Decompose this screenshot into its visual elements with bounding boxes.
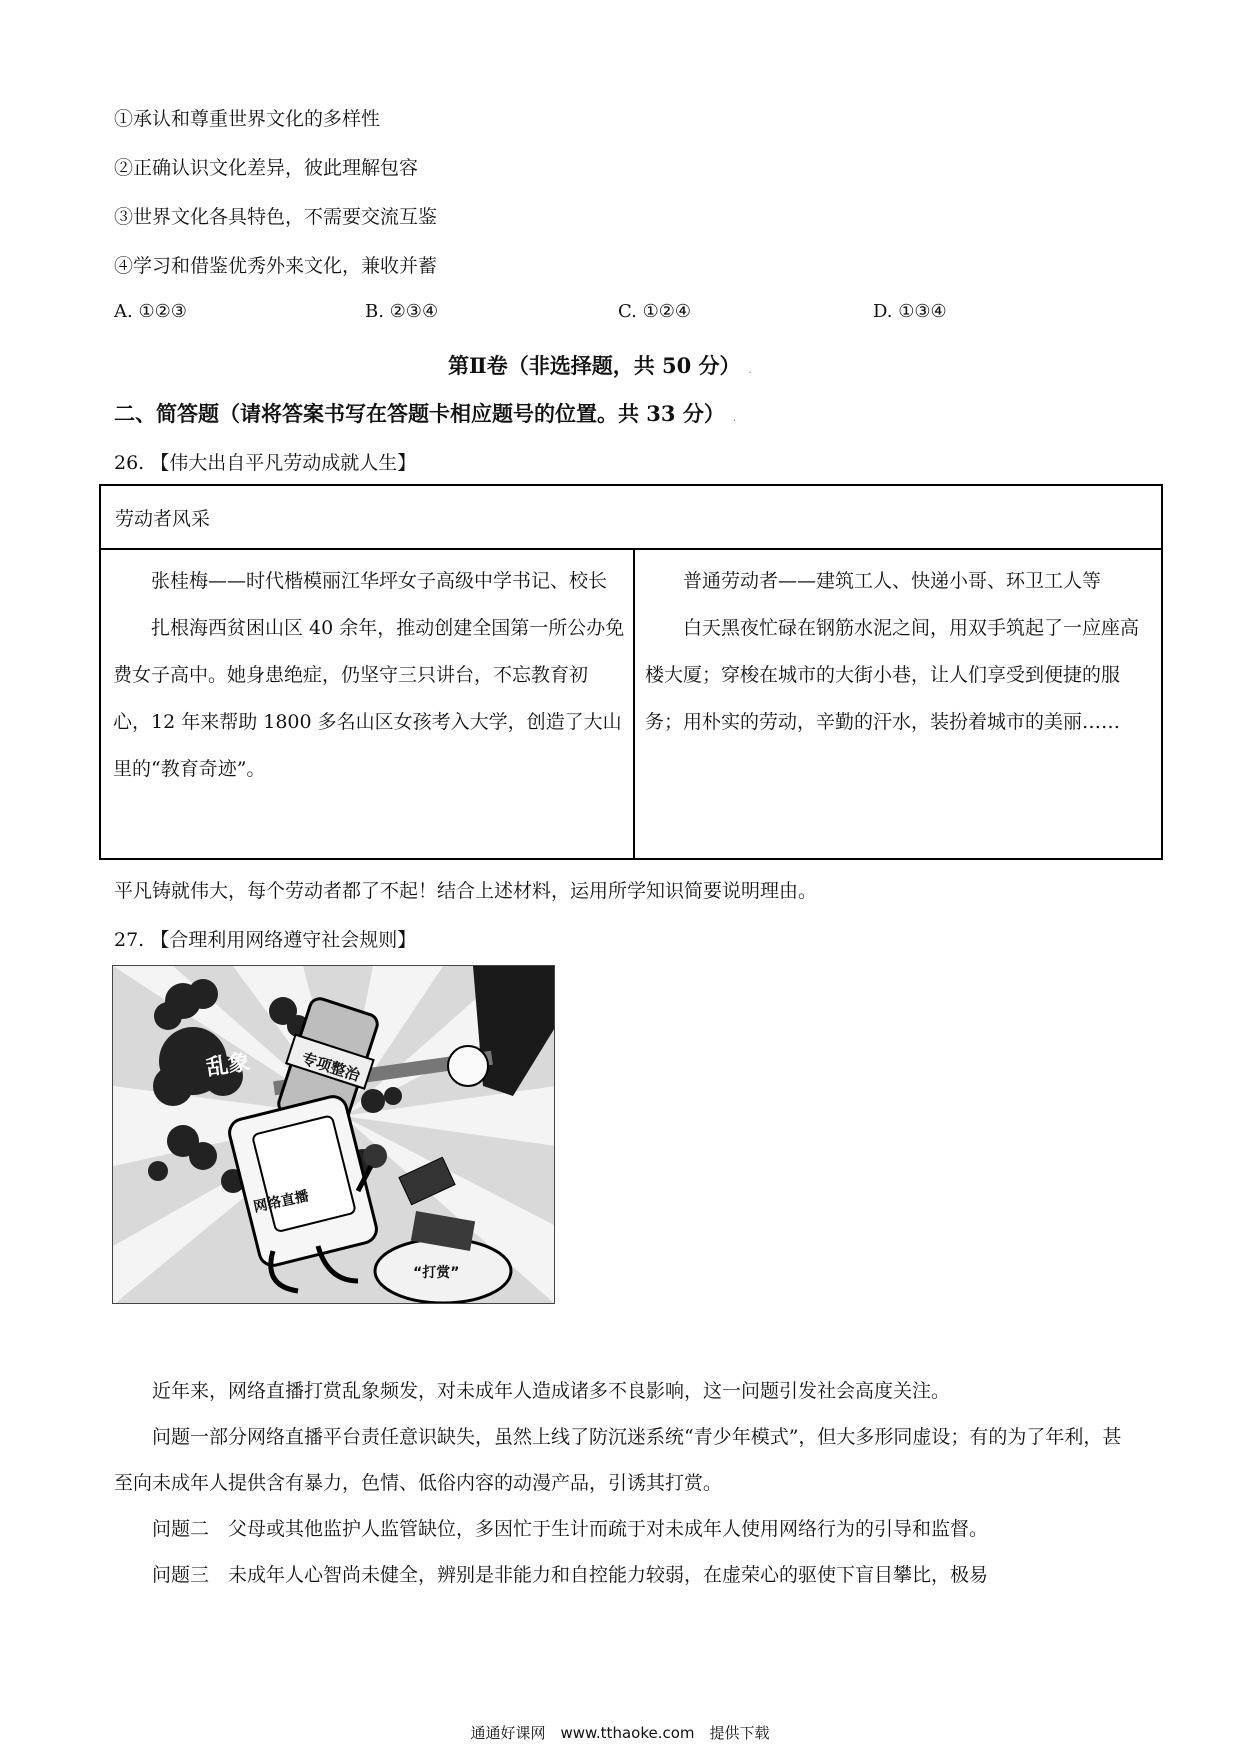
option-c: C. ①②④ — [618, 301, 691, 322]
zhang-title: 张桂梅——时代楷模丽江华坪女子高级中学书记、校长 — [151, 570, 608, 592]
option-b: B. ②③④ — [365, 301, 439, 322]
q27-issue2: 问题二 父母或其他监护人监管缺位，多因忙于生计而疏于对未成年人使用网络行为的引导和监督。 — [152, 1518, 989, 1540]
statement-3: ③世界文化各具特色，不需要交流互鉴 — [114, 206, 438, 228]
q26-question: 平凡铸就伟大，每个劳动者都了不起！结合上述材料，运用所学知识简要说明理由。 — [114, 880, 818, 902]
statement-4: ④学习和借鉴优秀外来文化，兼收并蓄 — [114, 255, 438, 277]
cartoon-label-bag: “打赏” — [413, 1265, 460, 1281]
option-d: D. ①③④ — [873, 301, 947, 322]
section2-title: 二、简答题（请将答案书写在答题卡相应题号的位置。共 33 分） . — [114, 401, 737, 426]
q27-issue1: 问题一部分网络直播平台责任意识缺失，虽然上线了防沉迷系统“青少年模式”，但大多形同虚设；有的为了年利，甚至向未成年人提供含有暴力，色情、低俗内容的动漫产品，引诱其打赏。 — [114, 1426, 1122, 1494]
q27-heading: 27. 【合理利用网络遵守社会规则】 — [114, 929, 417, 951]
part2-title: 第Ⅱ卷（非选择题，共 50 分） . — [448, 353, 752, 378]
statement-2: ②正确认识文化差异，彼此理解包容 — [114, 157, 419, 179]
q27-material — [114, 1368, 1124, 1598]
cartoon-drawing — [113, 966, 555, 1304]
option-a: A. ①②③ — [114, 301, 187, 322]
table-divider — [633, 550, 635, 860]
zhang-body: 扎根海西贫困山区 40 余年，推动创建全国第一所公办免费女子高中。她身患绝症，仍坚守三只讲台，不忘教育初心，12 年来帮助 1800 多名山区女孩考入大学，创造了大山里的“教育奇迹”。 — [113, 617, 625, 780]
table-cell-ordinary-workers — [645, 558, 1155, 746]
table-header-label: 劳动者风采 — [115, 508, 211, 530]
workers-body: 白天黑夜忙碌在钢筋水泥之间，用双手筑起了一应座高楼大厦；穿梭在城市的大街小巷，让人们享受到便捷的服务；用朴实的劳动，辛勤的汗水，装扮着城市的美丽…… — [645, 617, 1140, 733]
material-table — [99, 484, 1163, 860]
table-cell-zhang-guimei — [113, 558, 625, 793]
cartoon-illustration — [112, 965, 555, 1304]
cartoon-label-hammer: 专项整治 — [299, 1049, 363, 1085]
q26-heading: 26. 【伟大出自平凡劳动成就人生】 — [114, 452, 417, 474]
table-header — [101, 486, 1161, 550]
statement-1: ①承认和尊重世界文化的多样性 — [114, 108, 381, 130]
workers-title: 普通劳动者——建筑工人、快递小哥、环卫工人等 — [683, 570, 1102, 592]
cartoon-label-chaos: 乱象 — [204, 1050, 252, 1081]
q27-issue3: 问题三 未成年人心智尚未健全，辨别是非能力和自控能力较弱，在虚荣心的驱使下盲目攀比，极易 — [152, 1564, 989, 1586]
cartoon-label-phone: 网络直播 — [252, 1188, 311, 1216]
page-footer: 通通好课网 www.tthaoke.com 提供下载 — [470, 1724, 770, 1742]
q27-intro: 近年来，网络直播打赏乱象频发，对未成年人造成诸多不良影响，这一问题引发社会高度关注。 — [152, 1380, 951, 1402]
